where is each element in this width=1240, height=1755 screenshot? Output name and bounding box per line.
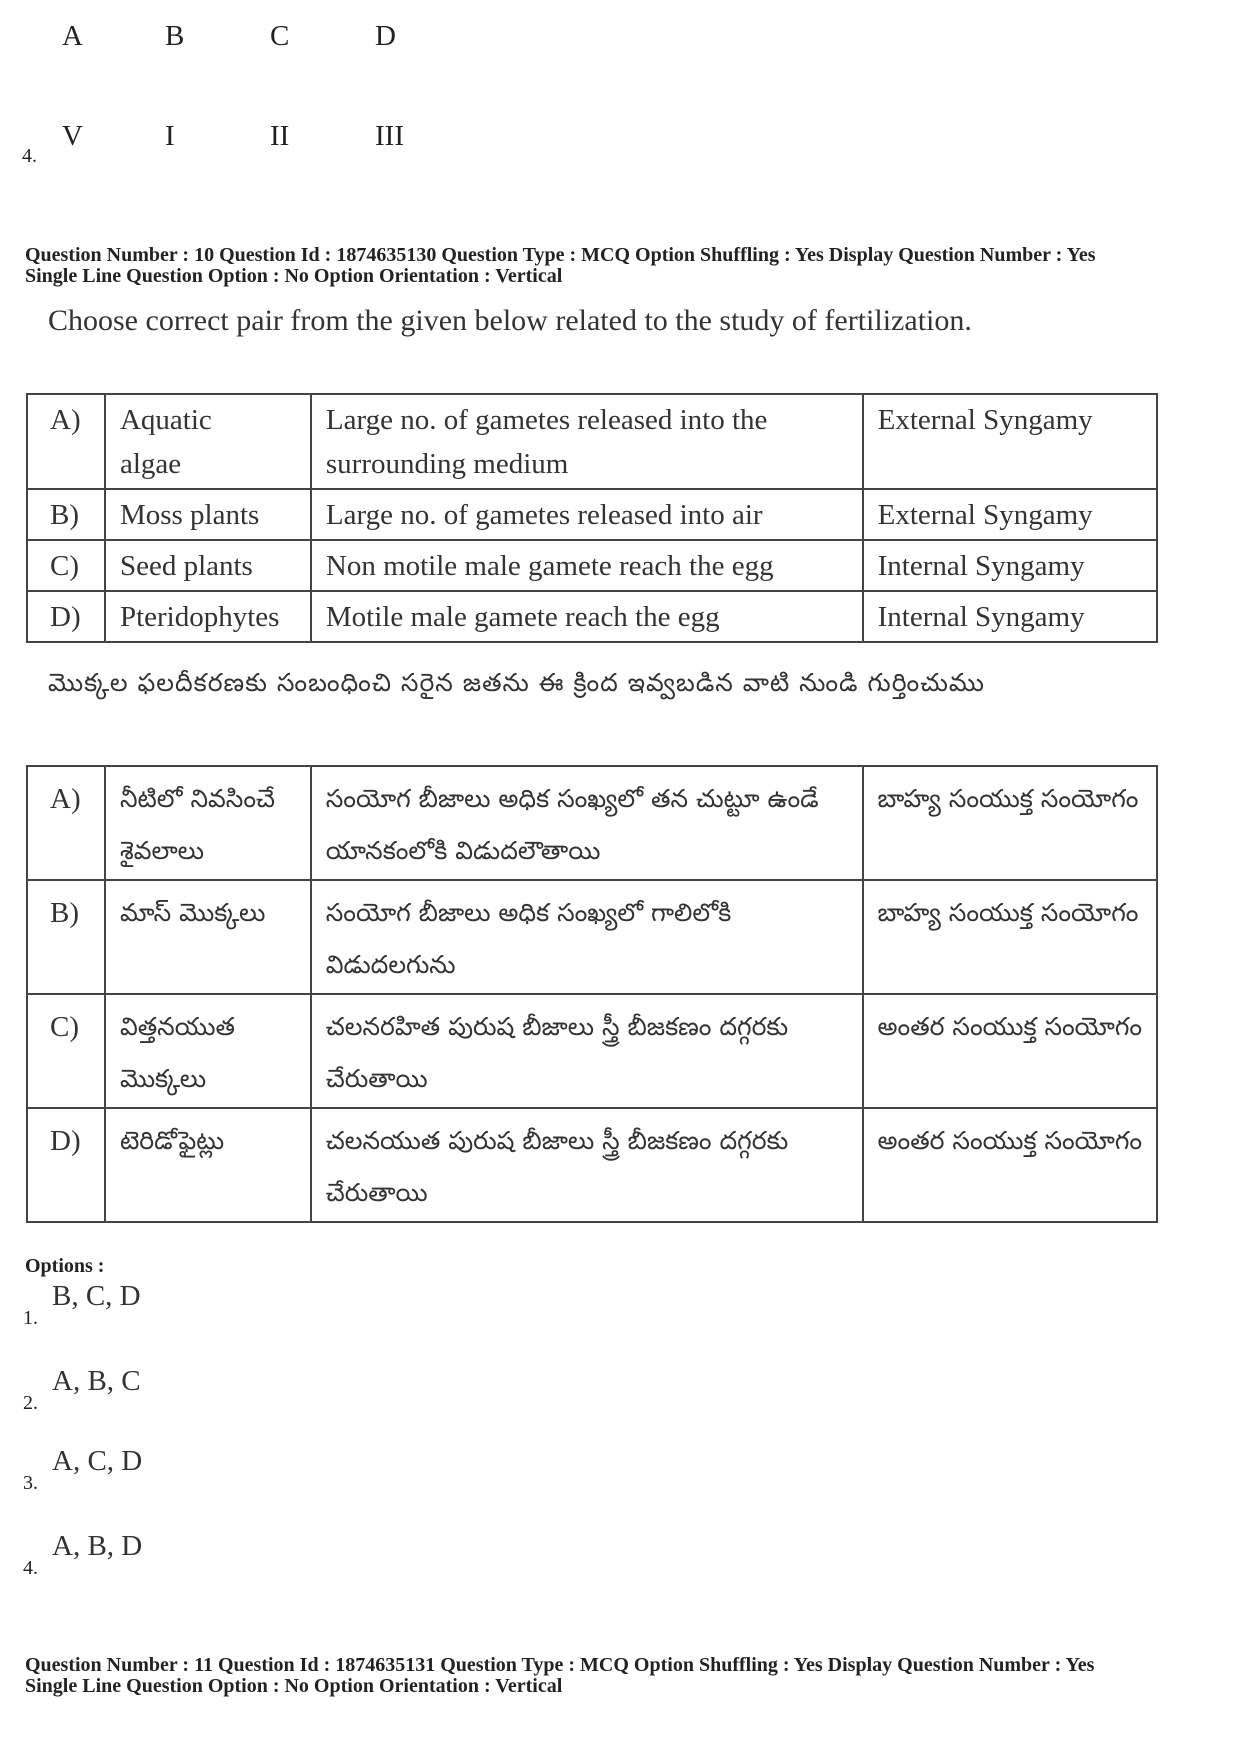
prev-header-c: C bbox=[270, 20, 290, 52]
table-row bbox=[27, 1108, 1157, 1222]
syngamy-cell: అంతర సంయుక్త సంయోగం bbox=[863, 1108, 1157, 1222]
table-row bbox=[27, 394, 1157, 489]
plant-cell: నీటిలో నివసించే శైవలాలు bbox=[105, 766, 311, 880]
syngamy-cell: Internal Syngamy bbox=[863, 591, 1157, 642]
syngamy-cell: External Syngamy bbox=[863, 394, 1157, 489]
description-cell: Non motile male gamete reach the egg bbox=[311, 540, 863, 591]
option-2-text[interactable]: A, B, C bbox=[52, 1365, 141, 1397]
row-label: A) bbox=[27, 394, 105, 489]
q10-table-telugu bbox=[26, 765, 1158, 1223]
prev-header-d: D bbox=[375, 20, 396, 52]
option-1-text[interactable]: B, C, D bbox=[52, 1280, 141, 1312]
plant-cell: విత్తనయుత మొక్కలు bbox=[105, 994, 311, 1108]
prev-value-c: II bbox=[270, 120, 290, 152]
prev-value-b: I bbox=[165, 120, 175, 152]
prev-header-b: B bbox=[165, 20, 185, 52]
option-2-number: 2. bbox=[23, 1392, 38, 1414]
syngamy-cell: Internal Syngamy bbox=[863, 540, 1157, 591]
prev-option-number: 4. bbox=[22, 145, 37, 167]
syngamy-cell: బాహ్య సంయుక్త సంయోగం bbox=[863, 880, 1157, 994]
q11-meta bbox=[25, 1655, 1094, 1697]
options-title: Options : bbox=[25, 1255, 105, 1277]
option-4-text[interactable]: A, B, D bbox=[52, 1530, 143, 1562]
row-label: B) bbox=[27, 880, 105, 994]
q10-meta bbox=[25, 245, 1095, 287]
q10-meta-line2: Single Line Question Option : No Option Orientation : Vertical bbox=[25, 265, 563, 287]
row-label: D) bbox=[27, 1108, 105, 1222]
option-3-number: 3. bbox=[23, 1472, 38, 1494]
table-row bbox=[27, 591, 1157, 642]
table-row bbox=[27, 540, 1157, 591]
plant-cell: Seed plants bbox=[105, 540, 311, 591]
prev-header-a: A bbox=[62, 20, 83, 52]
table-row bbox=[27, 994, 1157, 1108]
row-label: C) bbox=[27, 540, 105, 591]
description-cell: సంయోగ బీజాలు అధిక సంఖ్యలో తన చుట్టూ ఉండే యానకంలోకి విడుదలౌతాయి bbox=[311, 766, 863, 880]
q10-table-english bbox=[26, 393, 1158, 643]
description-cell: చలనయుత పురుష బీజాలు స్త్రీ బీజకణం దగ్గరకు చేరుతాయి bbox=[311, 1108, 863, 1222]
option-1-number: 1. bbox=[23, 1307, 38, 1329]
plant-cell: మాస్ మొక్కలు bbox=[105, 880, 311, 994]
row-label: B) bbox=[27, 489, 105, 540]
syngamy-cell: బాహ్య సంయుక్త సంయోగం bbox=[863, 766, 1157, 880]
plant-cell: Pteridophytes bbox=[105, 591, 311, 642]
q11-meta-line1: Question Number : 11 Question Id : 1874635131 Question Type : MCQ Option Shuffling : Yes Display Question Number : Yes bbox=[25, 1654, 1095, 1676]
option-3-text[interactable]: A, C, D bbox=[52, 1445, 143, 1477]
syngamy-cell: అంతర సంయుక్త సంయోగం bbox=[863, 994, 1157, 1108]
prev-value-d: III bbox=[375, 120, 404, 152]
option-4-number: 4. bbox=[23, 1557, 38, 1579]
row-label: A) bbox=[27, 766, 105, 880]
description-cell: సంయోగ బీజాలు అధిక సంఖ్యలో గాలిలోకి విడుదలగును bbox=[311, 880, 863, 994]
row-label: C) bbox=[27, 994, 105, 1108]
q10-meta-line1: Question Number : 10 Question Id : 1874635130 Question Type : MCQ Option Shuffling : Yes Display Question Number : Yes bbox=[25, 244, 1096, 266]
q11-meta-line2: Single Line Question Option : No Option Orientation : Vertical bbox=[25, 1675, 563, 1697]
table-row bbox=[27, 489, 1157, 540]
syngamy-cell: External Syngamy bbox=[863, 489, 1157, 540]
description-cell: Large no. of gametes released into air bbox=[311, 489, 863, 540]
prev-value-a: V bbox=[62, 120, 83, 152]
plant-cell: Moss plants bbox=[105, 489, 311, 540]
q10-stem-telugu: మొక్కల ఫలదీకరణకు సంబంధించి సరైన జతను ఈ క్రింద ఇవ్వబడిన వాటి నుండి గుర్తించుము bbox=[48, 668, 985, 697]
q10-stem-english: Choose correct pair from the given below related to the study of fertilization. bbox=[48, 304, 972, 337]
row-label: D) bbox=[27, 591, 105, 642]
table-row bbox=[27, 880, 1157, 994]
description-cell: Motile male gamete reach the egg bbox=[311, 591, 863, 642]
description-cell: చలనరహిత పురుష బీజాలు స్త్రీ బీజకణం దగ్గరకు చేరుతాయి bbox=[311, 994, 863, 1108]
description-cell: Large no. of gametes released into the surrounding medium bbox=[311, 394, 863, 489]
table-row bbox=[27, 766, 1157, 880]
plant-cell: Aquatic algae bbox=[105, 394, 311, 489]
plant-cell: టెరిడోఫైట్లు bbox=[105, 1108, 311, 1222]
